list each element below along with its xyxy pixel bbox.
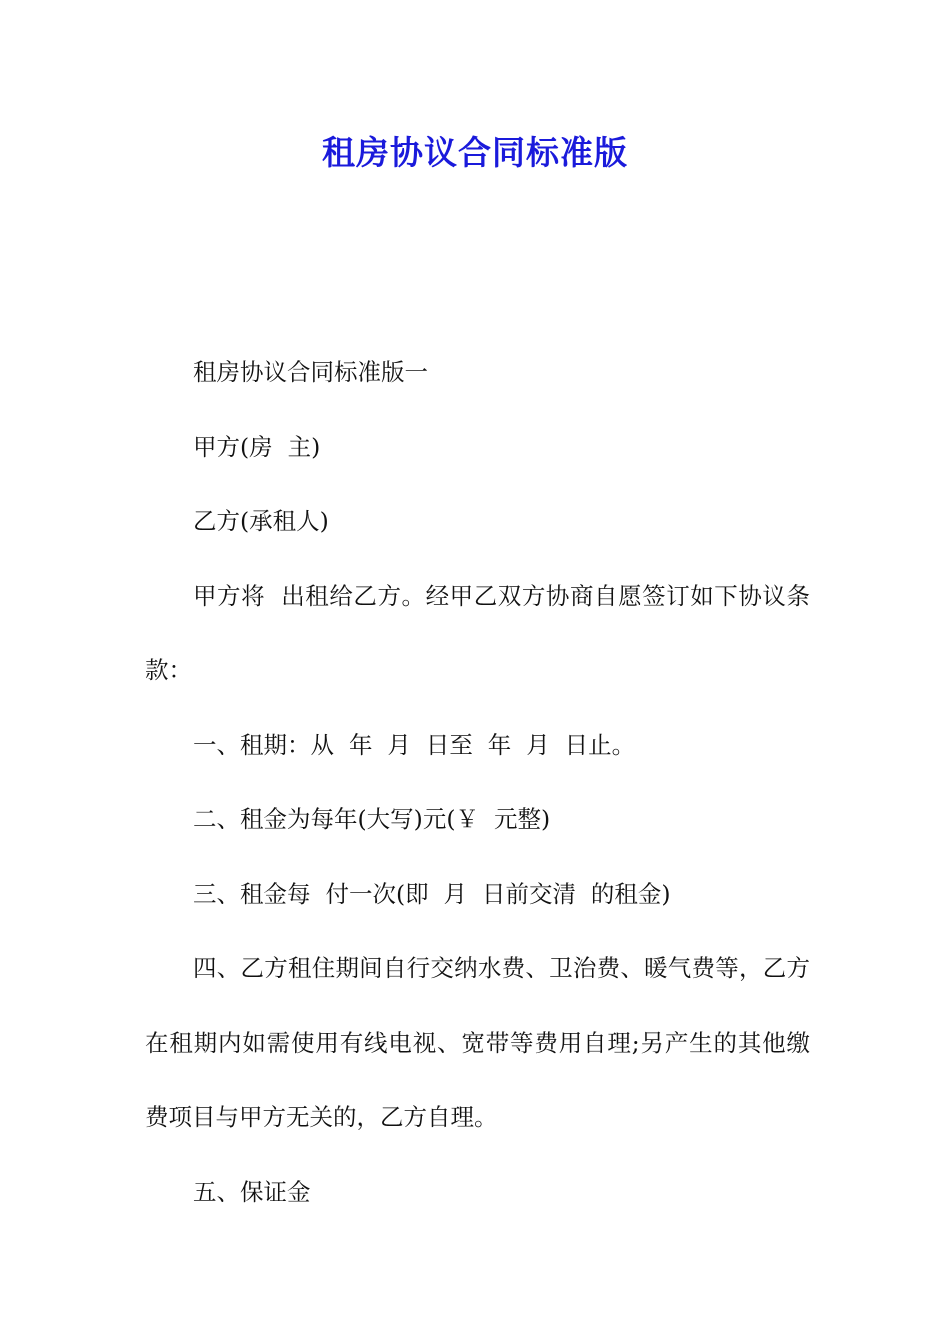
paragraph-clause-3: 三、租金每 付一次(即 月 日前交清 的租金) (193, 879, 671, 908)
page-title: 租房协议合同标准版 (322, 133, 628, 172)
document-body (145, 335, 810, 1229)
paragraph-intro: 甲方将 出租给乙方。经甲乙双方协商自愿签订如下协议条款： (145, 581, 810, 684)
paragraph-clause-1: 一、租期：从 年 月 日至 年 月 日止。 (193, 730, 636, 759)
paragraph-party-b: 乙方(承租人) (193, 507, 329, 535)
paragraph-clause-4: 四、乙方租住期间自行交纳水费、卫治费、暖气费等，乙方在租期内如需使用有线电视、宽带等费用自理;另产生的其他缴费项目与甲方无关的，乙方自理。 (145, 954, 810, 1131)
paragraph-clause-2: 二、租金为每年(大写)元(￥ 元整) (193, 805, 551, 833)
paragraph-party-a: 甲方(房 主) (193, 432, 321, 461)
paragraph-heading: 租房协议合同标准版一 (193, 358, 428, 386)
paragraph-clause-5: 五、保证金 (193, 1177, 311, 1206)
